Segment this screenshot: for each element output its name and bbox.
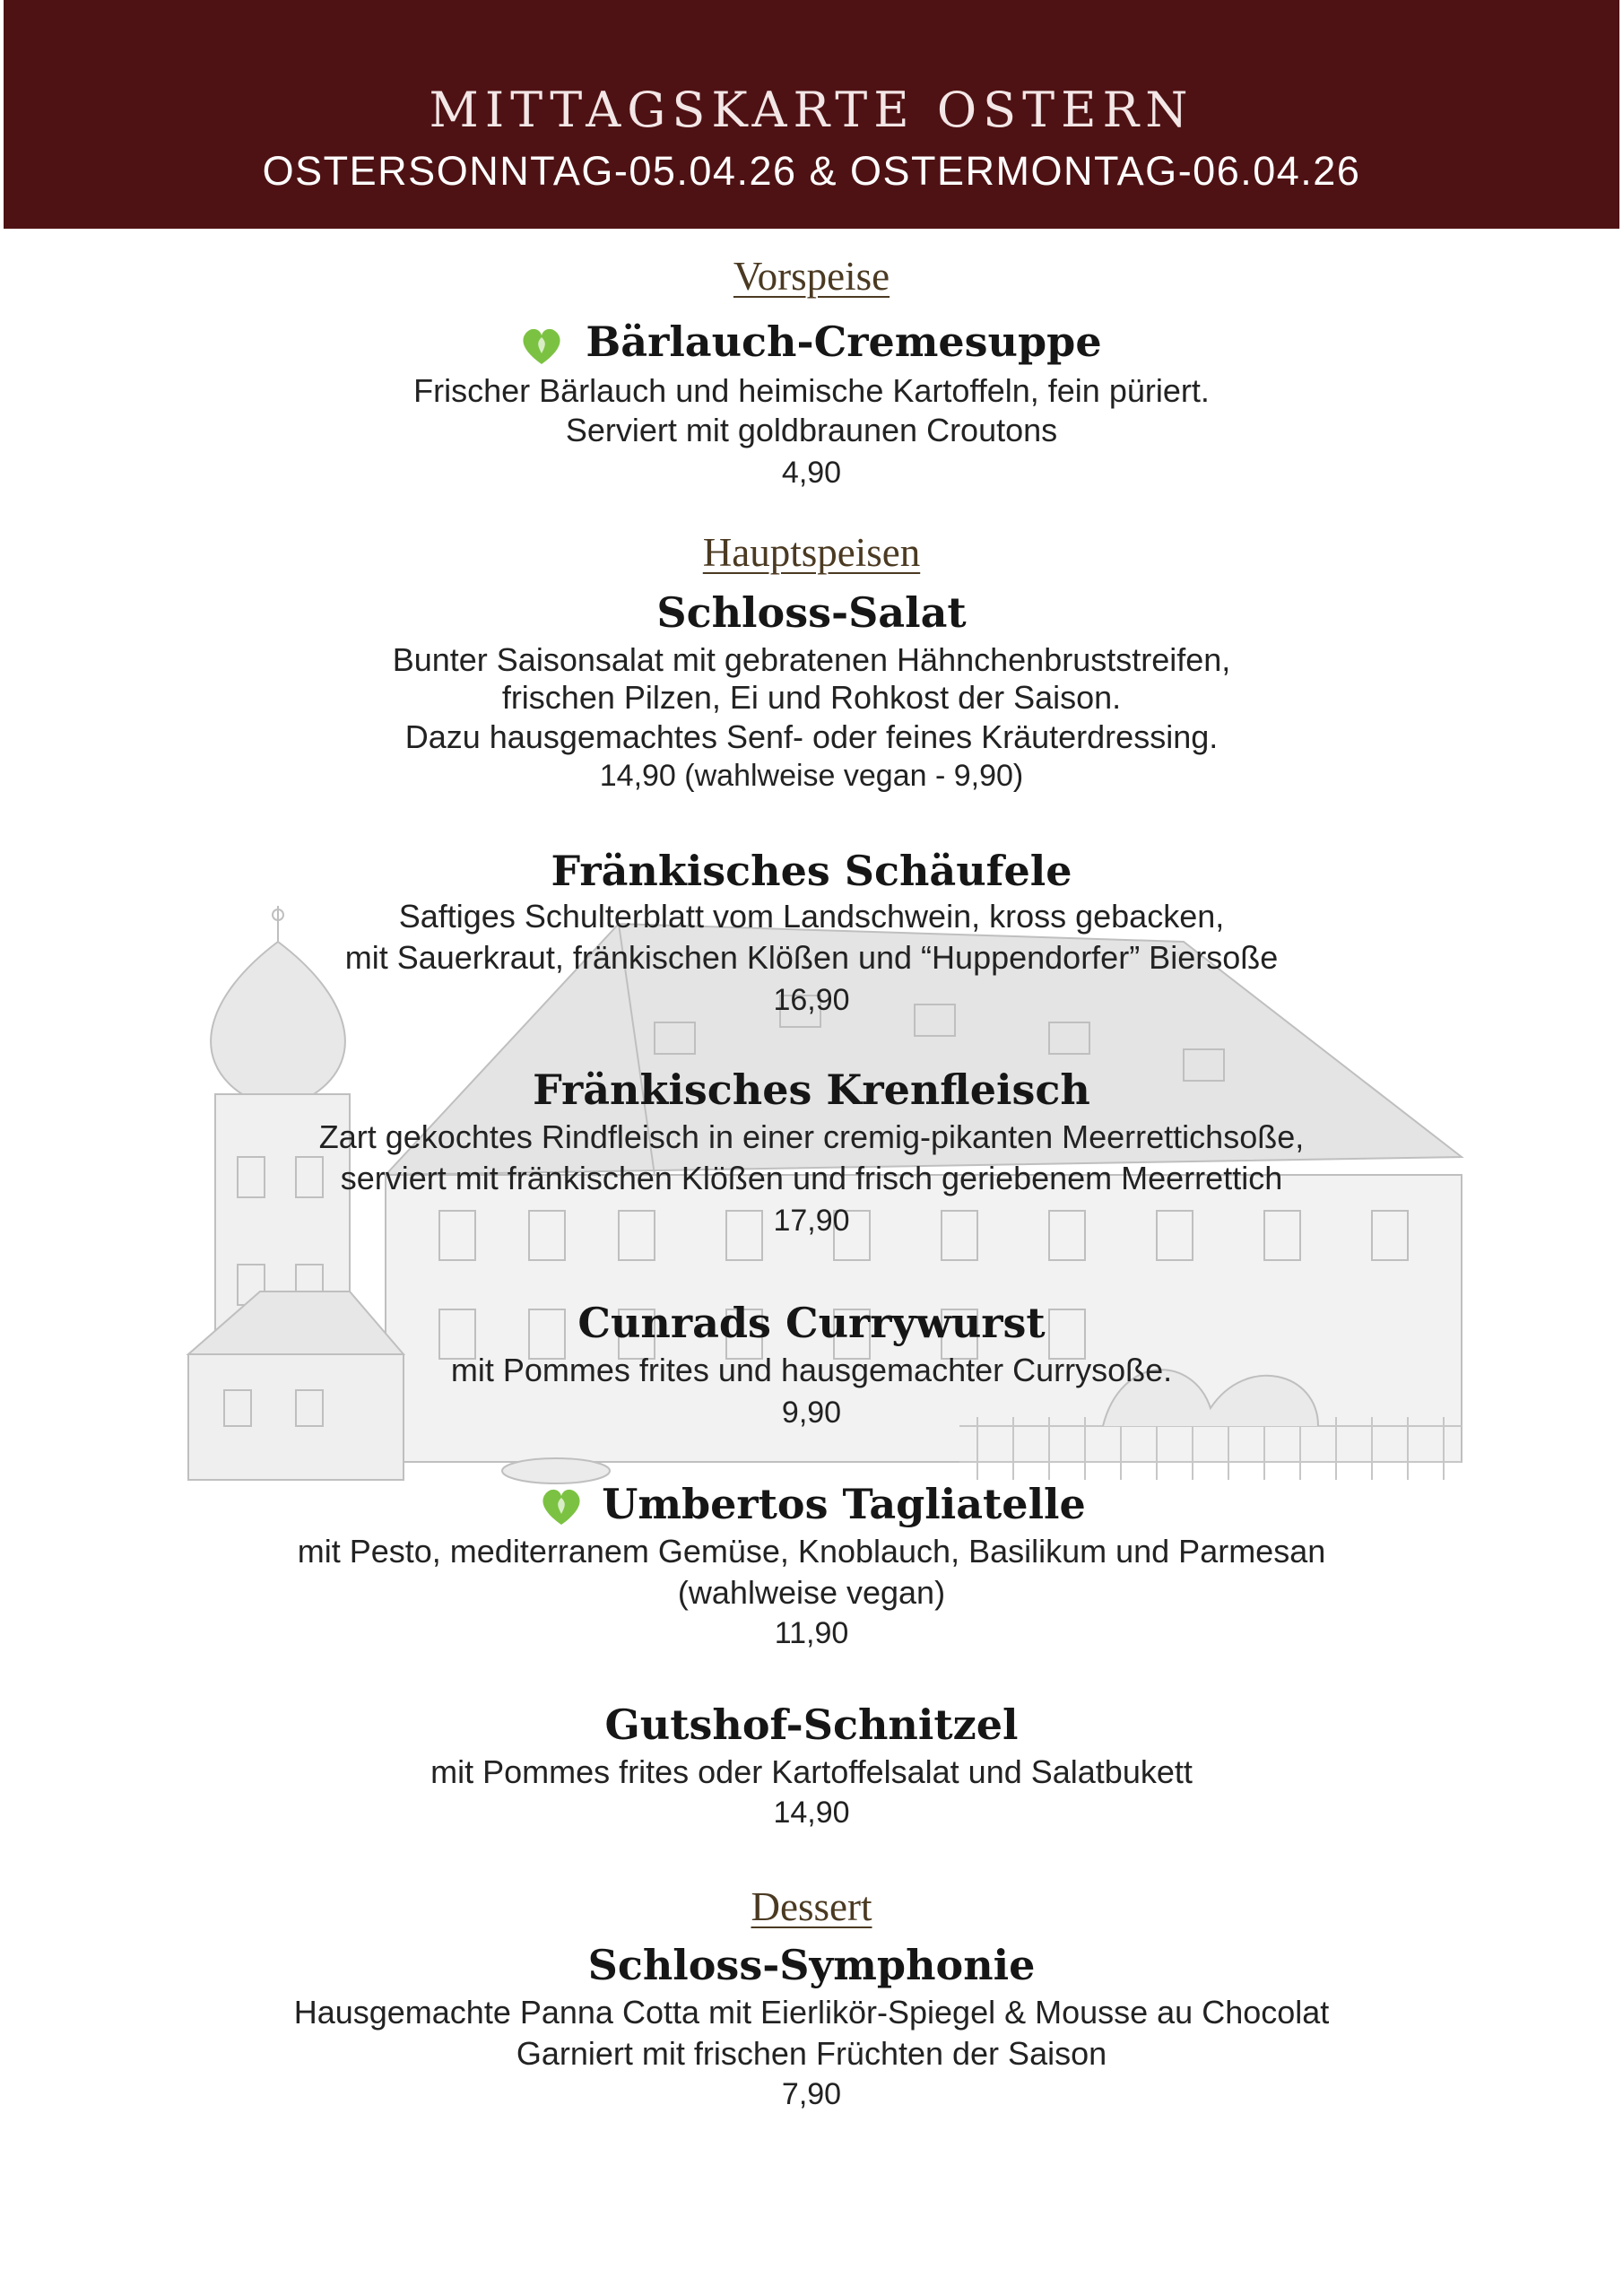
menu-title: MITTAGSKARTE OSTERN: [429, 82, 1194, 138]
dish-description-line: Saftiges Schulterblatt vom Landschwein, kross gebacken,: [398, 898, 1225, 935]
dish-name: Gutshof-Schnitzel: [604, 1700, 1019, 1749]
dish-description-line: serviert mit fränkischen Klößen und frisch geriebenem Meerrettich: [340, 1160, 1283, 1196]
dish-price: 7,90: [781, 2077, 842, 2111]
dish-price: 14,90: [773, 1796, 850, 1830]
dish-price: 11,90: [774, 1616, 849, 1650]
dish-description-line: frischen Pilzen, Ei und Rohkost der Saison.: [501, 679, 1122, 716]
menu-header: [4, 0, 1619, 229]
dish-description-line: Bunter Saisonsalat mit gebratenen Hähnchenbruststreifen,: [392, 641, 1231, 678]
dish-description-line: Zart gekochtes Rindfleisch in einer cremig-pikanten Meerrettichsoße,: [318, 1118, 1305, 1155]
dish-name: Bärlauch-Cremesuppe: [586, 317, 1102, 366]
dish-description-line: Dazu hausgemachtes Senf- oder feines Kräuterdressing.: [404, 718, 1219, 755]
dish-name: Schloss-Salat: [656, 588, 967, 637]
dish-name: Fränkisches Schäufele: [551, 847, 1072, 895]
dish-price: 17,90: [773, 1204, 850, 1238]
dish-price: 4,90: [781, 456, 842, 490]
section-heading-vorspeise: Vorspeise: [733, 254, 890, 299]
dish-description-line: Garniert mit frischen Früchten der Saison: [516, 2035, 1107, 2072]
dish-description-line: mit Pommes frites oder Kartoffelsalat und Salatbukett: [430, 1753, 1193, 1790]
section-heading-dessert: Dessert: [751, 1884, 872, 1929]
dish-description-line: mit Pesto, mediterranem Gemüse, Knoblauch, Basilikum und Parmesan: [297, 1533, 1326, 1570]
section-heading-hauptspeisen: Hauptspeisen: [702, 530, 921, 575]
dish-description-line: Frischer Bärlauch und heimische Kartoffeln, fein püriert.: [413, 372, 1210, 409]
dish-name: Cunrads Currywurst: [577, 1299, 1046, 1347]
dish-name: Umbertos Tagliatelle: [602, 1480, 1086, 1528]
dish-description-line: (wahlweise vegan): [677, 1574, 946, 1611]
dish-description-line: Hausgemachte Panna Cotta mit Eierlikör-Spiegel & Mousse au Chocolat: [293, 1994, 1330, 2031]
dish-name: Fränkisches Krenfleisch: [533, 1065, 1090, 1114]
dish-price: 9,90: [781, 1396, 842, 1430]
dish-description-line: mit Pommes frites und hausgemachter Currysoße.: [450, 1352, 1173, 1388]
dish-description-line: Serviert mit goldbraunen Croutons: [565, 412, 1058, 448]
dish-price: 14,90 (wahlweise vegan - 9,90): [599, 759, 1024, 793]
dish-price: 16,90: [773, 983, 850, 1017]
menu-dates: OSTERSONNTAG-05.04.26 & OSTERMONTAG-06.04.26: [262, 148, 1361, 194]
dish-name: Schloss-Symphonie: [587, 1941, 1036, 1989]
dish-description-line: mit Sauerkraut, fränkischen Klößen und “Huppendorfer” Biersoße: [344, 939, 1279, 976]
